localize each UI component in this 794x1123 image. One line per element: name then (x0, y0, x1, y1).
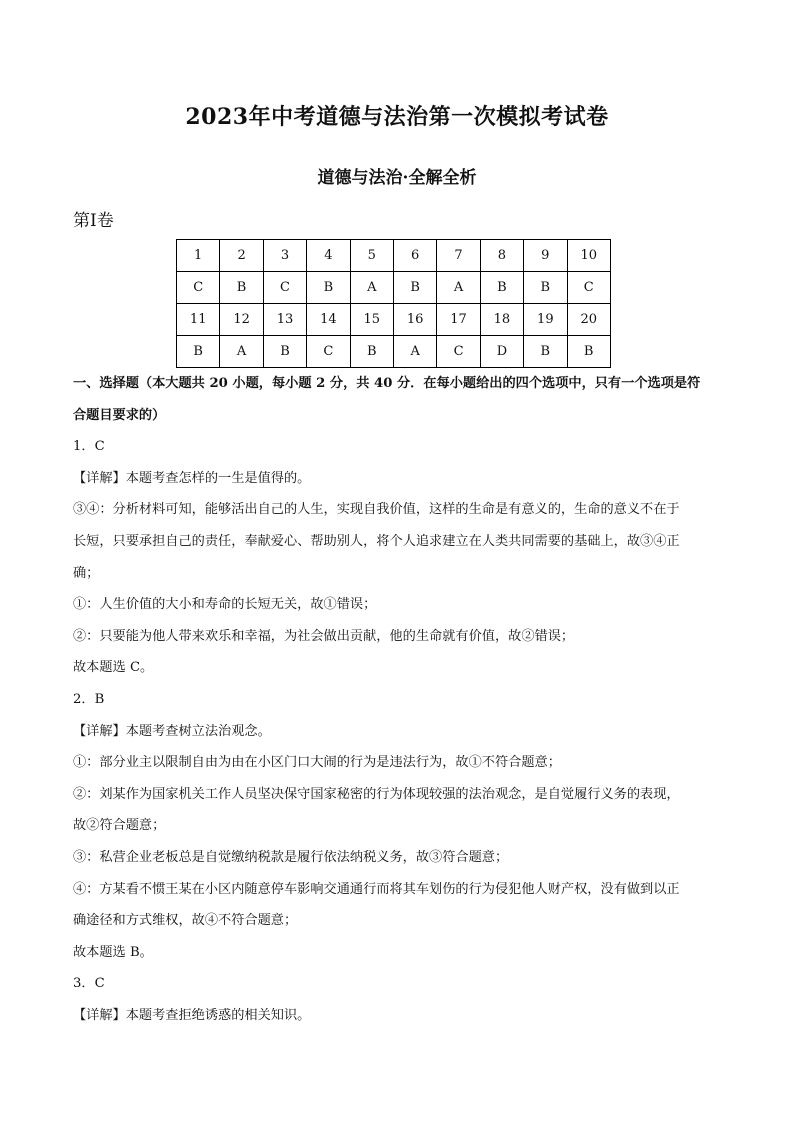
volume-label: 第Ⅰ卷 (73, 211, 114, 231)
section-heading-line: 合题目要求的） (73, 407, 166, 423)
answer-table-cell: 17 (437, 304, 480, 336)
answer-table-cell: B (524, 272, 567, 304)
explanation-line: 确； (73, 565, 100, 581)
answer-table-cell: C (307, 336, 350, 368)
answer-table-row (177, 240, 611, 272)
answer-table-cell: B (350, 336, 393, 368)
question-number: 1．C (73, 439, 105, 455)
answer-table-row (177, 272, 611, 304)
explanation-line: ③：私营企业老板总是自觉缴纳税款是履行依法纳税义务，故③符合题意； (73, 849, 509, 865)
answer-table-cell: 8 (480, 240, 523, 272)
page-subtitle: 道德与法治·全解全析 (317, 168, 477, 188)
answer-explanations (73, 368, 723, 1031)
answer-table-cell: B (393, 272, 436, 304)
answer-table-row (177, 304, 611, 336)
answer-table-cell: 9 (524, 240, 567, 272)
section-heading-line: 一、选择题（本大题共 20 小题，每小题 2 分，共 40 分．在每小题给出的四个选项中，只有一个选项是符 (73, 376, 701, 391)
explanation-line: 故本题选 B。 (73, 944, 153, 960)
answer-table-cell: 7 (437, 240, 480, 272)
answer-table-cell: 4 (307, 240, 350, 272)
explanation-line: 长短，只要承担自己的责任，奉献爱心、帮助别人，将个人追求建立在人类共同需要的基础上，故③④正 (73, 533, 680, 549)
answer-table-cell: C (437, 336, 480, 368)
answer-table-cell: C (177, 272, 220, 304)
explanation-line: ③④：分析材料可知，能够活出自己的人生，实现自我价值，这样的生命是有意义的，生命的意义不在于 (73, 502, 680, 518)
answer-table-cell: 2 (220, 240, 263, 272)
answer-table (176, 239, 611, 368)
answer-table-cell: C (263, 272, 306, 304)
answer-table-cell: 5 (350, 240, 393, 272)
explanation-line: ①：部分业主以限制自由为由在小区门口大闹的行为是违法行为，故①不符合题意； (73, 755, 561, 771)
explanation-line: 故②符合题意； (73, 818, 166, 834)
answer-table-cell: B (480, 272, 523, 304)
answer-table-cell: 1 (177, 240, 220, 272)
answer-table-cell: 14 (307, 304, 350, 336)
answer-table-cell: B (177, 336, 220, 368)
answer-table-cell: 3 (263, 240, 306, 272)
answer-table-cell: B (307, 272, 350, 304)
answer-table-cell: B (524, 336, 567, 368)
answer-table-cell: C (567, 272, 610, 304)
answer-table-cell: 12 (220, 304, 263, 336)
answer-table-cell: A (350, 272, 393, 304)
explanation-line: ②：只要能为他人带来欢乐和幸福，为社会做出贡献，他的生命就有价值，故②错误； (73, 628, 575, 644)
answer-table-cell: B (263, 336, 306, 368)
answer-table-cell: A (220, 336, 263, 368)
answer-table-cell: D (480, 336, 523, 368)
answer-table-cell: B (567, 336, 610, 368)
question-number: 2．B (73, 691, 105, 707)
explanation-line: 确途径和方式维权，故④不符合题意； (73, 913, 298, 929)
question-detail: 【详解】本题考查怎样的一生是值得的。 (73, 470, 311, 486)
answer-table-row (177, 336, 611, 368)
answer-table-cell: 10 (567, 240, 610, 272)
answer-table-cell: 18 (480, 304, 523, 336)
question-number: 3．C (73, 976, 105, 992)
explanation-line: 故本题选 C。 (73, 660, 154, 676)
answer-table-cell: 11 (177, 304, 220, 336)
explanation-line: ①：人生价值的大小和寿命的长短无关，故①错误； (73, 597, 377, 613)
answer-table-cell: A (393, 336, 436, 368)
answer-table-cell: 20 (567, 304, 610, 336)
explanation-line: ②：刘某作为国家机关工作人员坚决保守国家秘密的行为体现较强的法治观念，是自觉履行义务的表现， (73, 786, 680, 802)
explanation-line: ④：方某看不惯王某在小区内随意停车影响交通通行而将其车划伤的行为侵犯他人财产权，没有做到以正 (73, 881, 680, 897)
answer-table-cell: 15 (350, 304, 393, 336)
answer-table-cell: B (220, 272, 263, 304)
answer-table-cell: 19 (524, 304, 567, 336)
answer-table-cell: 16 (393, 304, 436, 336)
answer-table-cell: 13 (263, 304, 306, 336)
question-detail: 【详解】本题考查树立法治观念。 (73, 723, 271, 739)
answer-table-cell: 6 (393, 240, 436, 272)
answer-table-cell: A (437, 272, 480, 304)
page-title: 2023年中考道德与法治第一次模拟考试卷 (185, 104, 609, 130)
question-detail: 【详解】本题考查拒绝诱惑的相关知识。 (73, 1007, 311, 1023)
